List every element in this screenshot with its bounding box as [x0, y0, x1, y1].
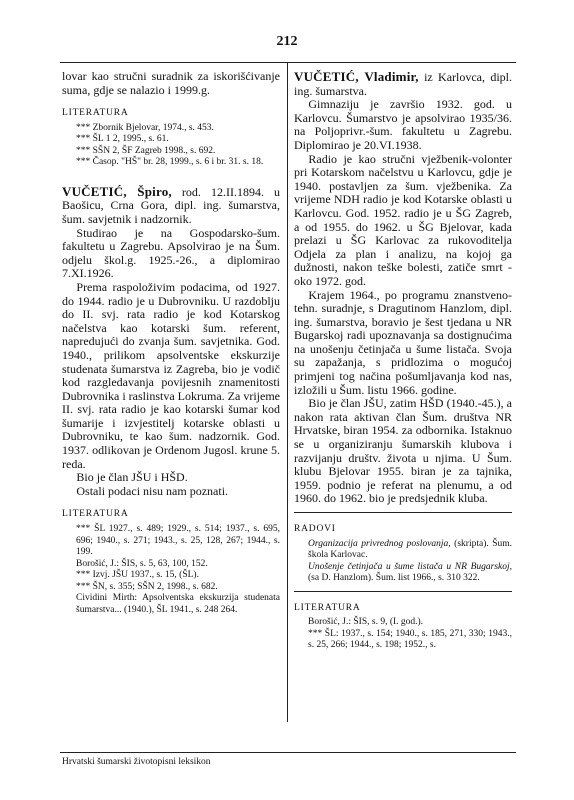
- literature-heading: LITERATURA: [294, 602, 361, 613]
- paragraph: Gimnaziju je završio 1932. god. u Karlovcu. Šumarstvo je apsolvirao 1935/36. na Poljoprivr.-šum. fakultetu u Zagrebu. Diplomirao je 20.VI.1938.: [294, 97, 512, 152]
- paragraph: Studirao je na Gospodarsko-šum. fakultetu u Zagrebu. Apsolvirao je na Šum. odjelu škol.g. 1925.-26., a diplomirao 7.XI.1926.: [62, 225, 280, 281]
- entry-heading: [62, 185, 280, 227]
- entry-summary: rod. 12.II.1894. u Baošicu, Crna Gora, dipl. ing. šumarstva, šum. savjetnik i nadzornik.: [62, 184, 280, 226]
- entry-summary: iz Karlovca, dipl. ing. šumarstva.: [294, 70, 512, 98]
- top-rule: [60, 62, 516, 63]
- literature-item: Borošić, J.: ŠIS, s. 9, (I. god.).: [308, 617, 424, 628]
- literature-item: *** Časop. "HŠ" br. 28, 1999., s. 6 i br. 31. s. 18.: [76, 157, 264, 168]
- section-rule: [294, 512, 512, 513]
- literature-item: *** ŠL: 1937., s. 154; 1940., s. 185, 271, 330; 1943., s. 25, 266; 1944., s. 198; 1952., s.: [308, 628, 512, 651]
- literature-item: *** Izvj. JŠU 1937., s. 15, (ŠL).: [76, 570, 199, 581]
- page-number: 212: [276, 34, 298, 49]
- work-details: (skripta). Šum. škola Karlovac.: [308, 538, 513, 561]
- entry-heading: [294, 70, 512, 98]
- work-title: Unošenje četinjača u šume listača u NR Bugarskoj,: [308, 561, 512, 572]
- paragraph: Krajem 1964., po programu znanstveno-tehn. suradnje, s Dragutinom Hanzlom, dipl. ing. šumarstva, boravio je šest tjedana u NR Bugarskoj radi upoznavanja sa dostignućima na unošenju četinjača u šume listača. Svoja su zapažanja, s pridlozima o mogućoj primjeni tog načina pošumljavanja kod nas, izložili u Šum. listu 1966. godine.: [294, 287, 512, 397]
- entry-name: VUČETIĆ, Špiro,: [62, 183, 172, 199]
- left-column: [62, 70, 280, 616]
- literature-item: Cividini Mirth: Apsolventska ekskurzija studenata šumarstva... (1940.), ŠL 1941., s. 248 264.: [76, 593, 280, 615]
- section-rule: [294, 591, 512, 592]
- works-heading: RADOVI: [294, 524, 336, 534]
- bottom-rule: [60, 752, 516, 753]
- paragraph: Radio je kao stručni vježbenik-volonter pri Kotarskom načelstvu u Karlovcu, gdje je 1940. postavljen za šum. vježbenika. Za vrijeme NDH radio je kod Kotarske oblasti u Karlovcu. God. 1952. radio je u ŠG Zagreb, a od 1955. do 1962. u ŠG Bjelovar, kada prelazi u ŠG Karlovac za rukovoditelja Odjela za plan i analizu, na kojoj ga dužnosti, nakon teške bolesti, zatiče smrt - oko 1972. god.: [294, 151, 512, 288]
- paragraph: Ostali podaci nisu nam poznati.: [76, 483, 229, 498]
- paragraph: Prema raspoloživim podacima, od 1927. do 1944. radio je u Dubrovniku. U razdoblju do II. svj. rata radio je kod Kotarskog načelstva kao kotarski šum. referent, napredujući do zvanja šum. savjetnika. God. 1940., prilikom apsolventske ekskurzije studenata šumarstva iz Zagreba, bio je vodič kod razgledavanja povijesnih znamenitosti Dubrovnika i raslinstva Lokruma. Za vrijeme II. svj. rata radio je kao kotarski šumar kod šumarije i izvjestitelj kotarske oblasti u Dubrovniku, te kao šum. nadzornik. God. 1937. odlikovan je Ordenom Jugosl. krune 5. reda.: [62, 279, 280, 471]
- literature-heading: LITERATURA: [62, 509, 129, 520]
- literature-item: *** ŠL 1 2, 1995., s. 61.: [76, 134, 169, 145]
- footer-text: Hrvatski šumarski životopisni leksikon: [62, 757, 211, 767]
- work-item: [294, 539, 512, 562]
- entry-name: VUČETIĆ, Vladimir,: [294, 69, 419, 84]
- paragraph: Bio je član JŠU i HŠD.: [76, 470, 188, 485]
- work-item: [294, 562, 512, 585]
- column-divider: [287, 62, 288, 722]
- work-title: Organizacija privrednog poslovanja,: [308, 538, 451, 549]
- literature-item: *** ŠL 1927., s. 489; 1929., s. 514; 1937., s. 695, 696; 1940., s. 271; 1943., s. 25, 128, 267; 1944., s. 199.: [76, 524, 280, 558]
- literature-item: *** ŠN, s. 355; SŠN 2, 1998., s. 682.: [76, 581, 218, 592]
- literature-item: Borošić, J.: ŠIS, s. 5, 63, 100, 152.: [76, 558, 208, 569]
- right-column: [294, 70, 512, 652]
- literature-item: *** Zbornik Bjelovar, 1974., s. 453.: [76, 122, 214, 133]
- literature-heading: LITERATURA: [62, 108, 129, 119]
- literature-item: *** SŠN 2, ŠF Zagreb 1998., s. 692.: [76, 145, 216, 156]
- paragraph: Bio je član JŠU, zatim HŠD (1940.-45.), a nakon rata aktivan član Šum. društva NR Hrvatske, biran 1954. za odbornika. Istaknuo se u organiziranju šumarskih klubova i razvijanju društv. života u njima. U Šum. klubu Bjelovar 1955. biran je za tajnika, 1959. podnio je referat na plenumu, a od 1960. do 1962. bio je predsjednik kluba.: [294, 396, 512, 506]
- work-details: (sa D. Hanzlom). Šum. list 1966., s. 310 322.: [308, 573, 480, 584]
- intro-text: lovar kao stručni suradnik za iskorišćivanje suma, gdje se nalazio i 1999.g.: [62, 69, 280, 97]
